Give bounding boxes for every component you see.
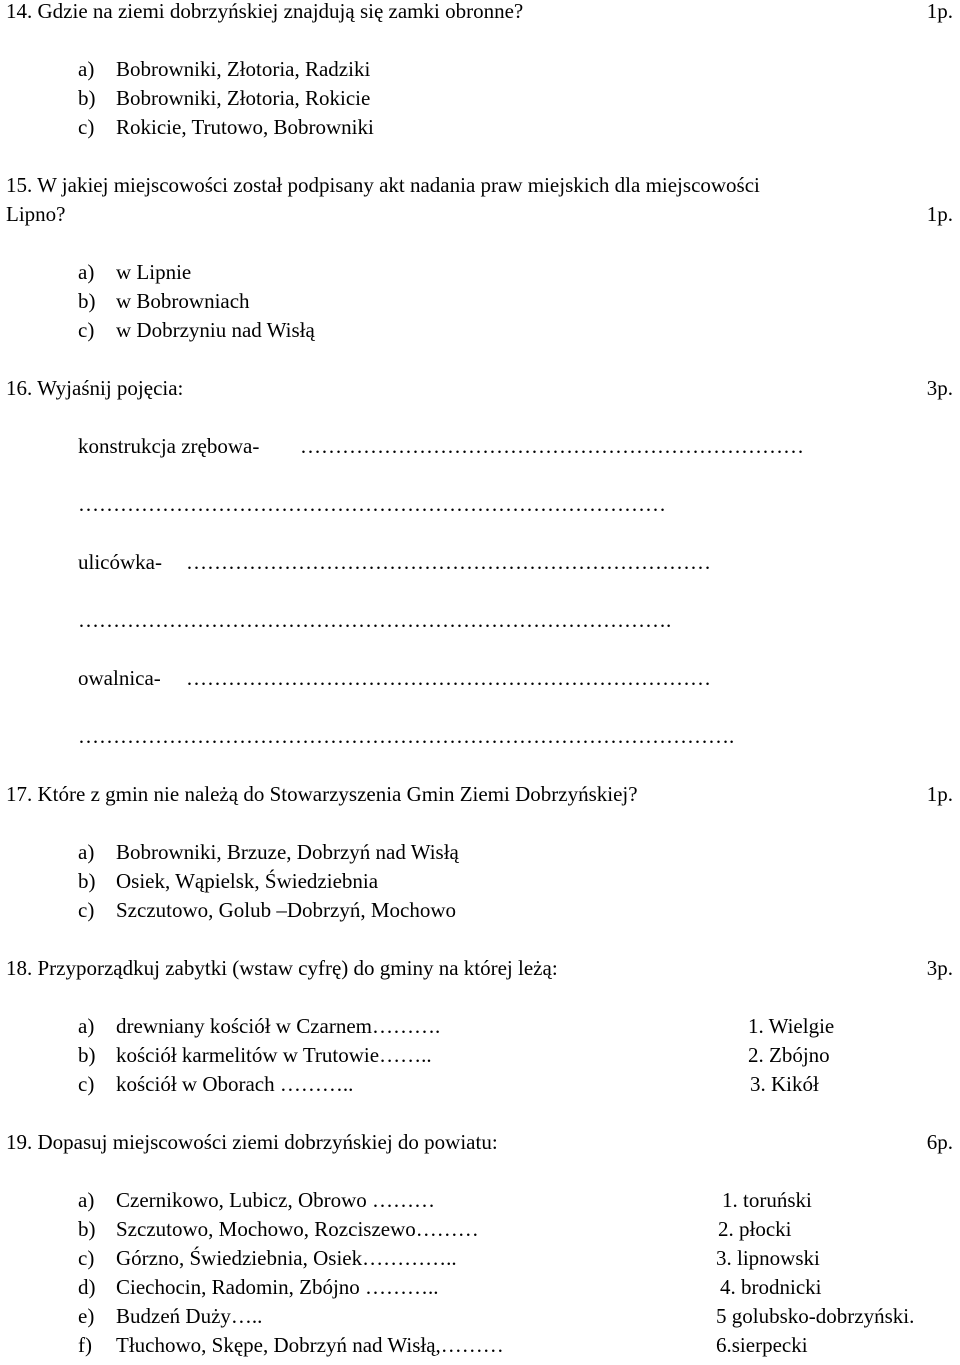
- match-option: 2. płocki: [718, 1217, 792, 1241]
- option-letter: a): [78, 57, 95, 81]
- answer-blank: …………………………………………………………………: [186, 550, 711, 574]
- match-option: 1. Wielgie: [748, 1014, 835, 1038]
- option-text: Rokicie, Trutowo, Bobrowniki: [116, 115, 374, 139]
- option-text: Szczutowo, Golub –Dobrzyń, Mochowo: [116, 898, 457, 922]
- match-option: 3. lipnowski: [716, 1246, 820, 1270]
- answer-blank: ………………………………………………………………………….: [78, 608, 672, 632]
- item-letter: e): [78, 1304, 95, 1328]
- item-text: kościół w Oborach ………..: [116, 1072, 354, 1096]
- term-label: owalnica-: [78, 666, 161, 690]
- question-17-text: 17. Które z gmin nie należą do Stowarzyszenia Gmin Ziemi Dobrzyńskiej?: [6, 782, 638, 806]
- match-option: 1. toruński: [722, 1188, 812, 1212]
- question-15-text-line2: Lipno?: [6, 202, 66, 226]
- question-14-text: 14. Gdzie na ziemi dobrzyńskiej znajdują się zamki obronne?: [6, 0, 524, 23]
- option-letter: b): [78, 86, 96, 110]
- option-text: Bobrowniki, Brzuze, Dobrzyń nad Wisłą: [116, 840, 459, 864]
- match-option: 4. brodnicki: [720, 1275, 822, 1299]
- question-15-text-line1: 15. W jakiej miejscowości został podpisany akt nadania praw miejskich dla miejscowości: [6, 173, 760, 197]
- question-16-text: 16. Wyjaśnij pojęcia:: [6, 376, 184, 400]
- item-letter: f): [78, 1333, 92, 1357]
- item-text: Szczutowo, Mochowo, Rozciszewo………: [116, 1217, 479, 1241]
- item-letter: b): [78, 1217, 96, 1241]
- option-text: w Dobrzyniu nad Wisłą: [116, 318, 315, 342]
- question-15-points: 1p.: [926, 202, 953, 226]
- question-18-text: 18. Przyporządkuj zabytki (wstaw cyfrę) do gminy na której leżą:: [6, 956, 558, 980]
- answer-blank: ………………………………………………………………………………….: [78, 724, 735, 748]
- item-text: Tłuchowo, Skępe, Dobrzyń nad Wisłą,………: [116, 1333, 504, 1357]
- item-letter: d): [78, 1275, 96, 1299]
- question-19-text: 19. Dopasuj miejscowości ziemi dobrzyńskiej do powiatu:: [6, 1130, 498, 1154]
- option-letter: b): [78, 289, 96, 313]
- item-letter: c): [78, 1072, 95, 1096]
- match-option: 3. Kikół: [750, 1072, 819, 1096]
- question-17-points: 1p.: [926, 782, 953, 806]
- option-text: Osiek, Wąpielsk, Świedziebnia: [116, 869, 379, 893]
- option-letter: c): [78, 115, 95, 139]
- match-option: 5 golubsko-dobrzyński.: [716, 1304, 915, 1328]
- option-letter: c): [78, 318, 95, 342]
- item-letter: a): [78, 1188, 95, 1212]
- answer-blank: …………………………………………………………………: [186, 666, 711, 690]
- term-label: ulicówka-: [78, 550, 162, 574]
- term-label: konstrukcja zrębowa-: [78, 434, 260, 458]
- item-letter: b): [78, 1043, 96, 1067]
- answer-blank: ………………………………………………………………: [300, 434, 804, 458]
- option-letter: a): [78, 840, 95, 864]
- option-letter: b): [78, 869, 96, 893]
- item-letter: a): [78, 1014, 95, 1038]
- question-16-points: 3p.: [926, 376, 953, 400]
- item-text: Budzeń Duży…..: [116, 1304, 263, 1328]
- option-text: Bobrowniki, Złotoria, Rokicie: [116, 86, 371, 110]
- option-letter: c): [78, 898, 95, 922]
- option-text: w Bobrowniach: [116, 289, 250, 313]
- item-text: Ciechocin, Radomin, Zbójno ………..: [116, 1275, 439, 1299]
- item-text: Górzno, Świedziebnia, Osiek…………..: [116, 1246, 457, 1270]
- item-text: drewniany kościół w Czarnem……….: [116, 1014, 441, 1038]
- question-14-points: 1p.: [926, 0, 953, 23]
- option-text: w Lipnie: [116, 260, 192, 284]
- question-18-points: 3p.: [926, 956, 953, 980]
- option-text: Bobrowniki, Złotoria, Radziki: [116, 57, 371, 81]
- option-letter: a): [78, 260, 95, 284]
- item-text: kościół karmelitów w Trutowie……..: [116, 1043, 432, 1067]
- match-option: 2. Zbójno: [748, 1043, 830, 1067]
- answer-blank: …………………………………………………………………………: [78, 492, 666, 516]
- item-text: Czernikowo, Lubicz, Obrowo ………: [116, 1188, 436, 1212]
- item-letter: c): [78, 1246, 95, 1270]
- match-option: 6.sierpecki: [716, 1333, 808, 1357]
- question-19-points: 6p.: [926, 1130, 953, 1154]
